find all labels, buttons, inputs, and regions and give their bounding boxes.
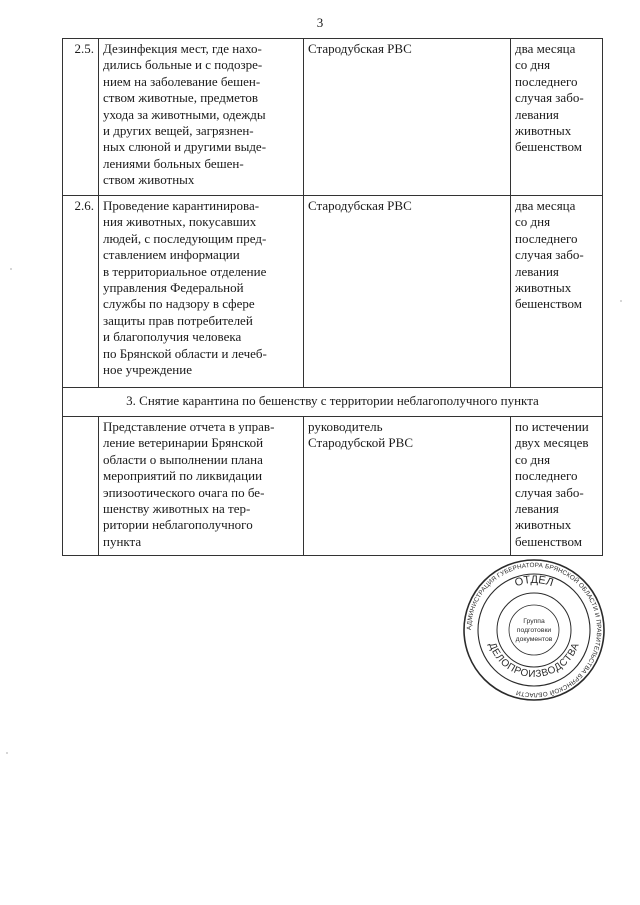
section-title: 3. Снятие карантина по бешенству с территории неблагополучного пункта: [63, 388, 603, 417]
page-number: 3: [316, 15, 324, 30]
stamp-center-line: подготовки: [516, 627, 552, 634]
scan-speck: [620, 300, 622, 302]
row-number: 2.5.: [63, 39, 99, 196]
deadline: два месяца со дня последнего случая забо- левания животных бешенством: [511, 39, 603, 196]
measure-description: Проведение карантинирова- ния животных, покусавших людей, с последующим пред- ставлением информации в территориальное отделение управления Федеральной службы по надзору в сфере защиты прав потребителей и благополучия человека по Брянской области и лечеб- ное учреждение: [99, 196, 304, 388]
section-header-row: [63, 388, 603, 417]
deadline: по истечении двух месяцев со дня последнего случая забо- левания животных бешенством: [511, 417, 603, 556]
stamp-center-line: документов: [515, 636, 553, 643]
official-stamp: [462, 558, 606, 702]
stamp-inner-top-text: ОТДЕЛ: [513, 573, 555, 590]
measure-description: Дезинфекция мест, где нахо- дились больные и с подозре- нием на заболевание бешен- ством животные, предметов ухода за животными, одежды и других вещей, загрязнен- ных слюной и другими выде- лениями больных бешен- ством животных: [99, 39, 304, 196]
measure-description: Представление отчета в управ- ление ветеринарии Брянской области о выполнении плана мероприятий по ликвидации эпизоотического очага по бе- шенству животных на тер- ритории неблагополучного пункта: [99, 417, 304, 556]
responsible-party: Стародубская РВС: [304, 196, 511, 388]
row-number: 2.6.: [63, 196, 99, 388]
stamp-outer-text: АДМИНИСТРАЦИЯ ГУБЕРНАТОРА БРЯНСКОЙ ОБЛАСТИ И ПРАВИТЕЛЬСТВА БРЯНСКОЙ ОБЛАСТИ: [465, 561, 603, 699]
table-row: [63, 196, 603, 388]
stamp-center-line: Группа: [523, 618, 545, 625]
measures-table: [62, 38, 603, 556]
deadline: два месяца со дня последнего случая забо- левания животных бешенством: [511, 196, 603, 388]
stamp-inner-bottom-text: ДЕЛОПРОИЗВОДСТВА: [486, 641, 582, 681]
table-row: [63, 417, 603, 556]
row-number: [63, 417, 99, 556]
responsible-party: Стародубская РВС: [304, 39, 511, 196]
scan-speck: [6, 752, 8, 754]
scan-speck: [10, 268, 12, 270]
responsible-party: руководитель Стародубской РВС: [304, 417, 511, 556]
table-row: [63, 39, 603, 196]
